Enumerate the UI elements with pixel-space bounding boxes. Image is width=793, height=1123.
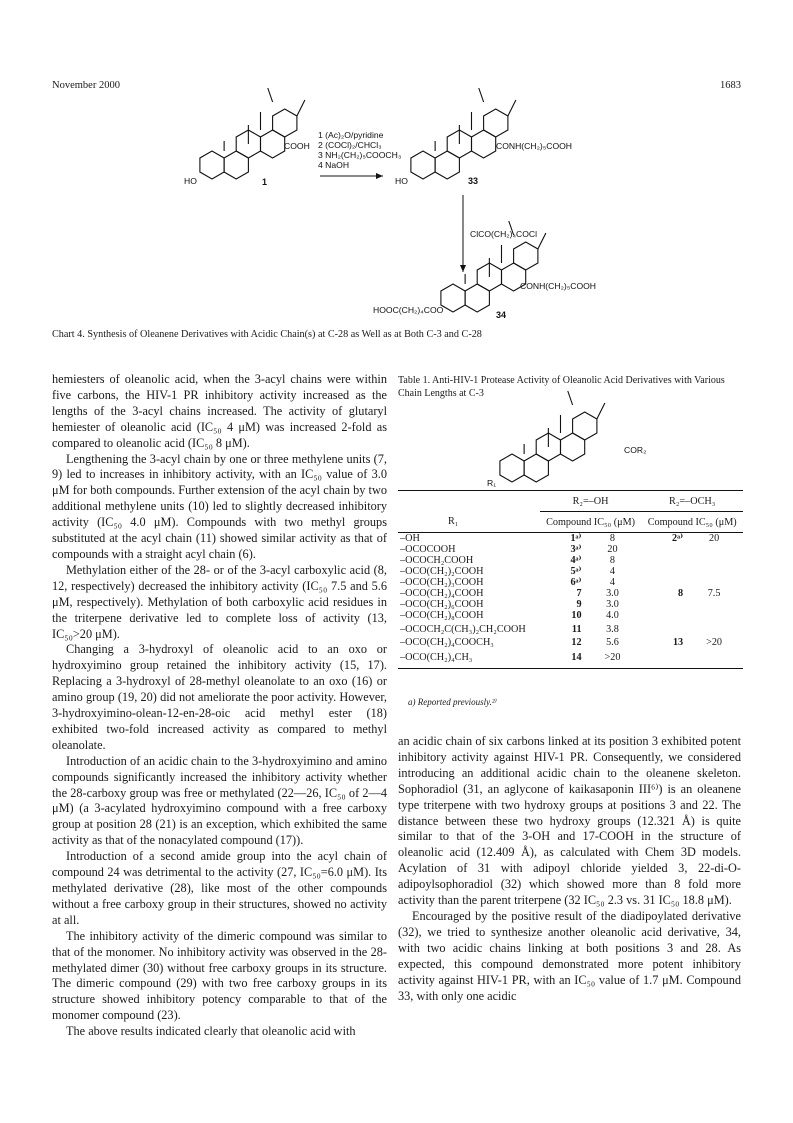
paragraph: Introduction of a second amide group into the acyl chain of compound 24 was detrimental to the activity (27, IC₅₀=6.0 μM). Its methylated derivative (28), like most of the other compounds without a free carboxy group in their structures, showed no activity at all.	[52, 849, 387, 927]
cell-compound-methyl	[641, 621, 685, 637]
compound-33-methyl-4	[508, 100, 516, 116]
cell-ic50-methyl	[685, 648, 743, 668]
reagent-3: 3 NH₂(CH₂)₅COOCH₃	[318, 150, 402, 160]
cell-ic50: 5.6	[606, 637, 619, 648]
paragraph: Introduction of an acidic chain to the 3-hydroxyimino and amino compounds significantly increased the inhibitory activity whether the 28-carboxy group was free or methylated (22—26, IC₅₀ of 2—4 μM) (a 3-acylated hydroxyimino compound with a free carboxy group at position 28 (21) is an exception, which exhibited the same activity as that of the nonacylated compound (17)).	[52, 753, 387, 848]
compound-34-ring-5	[514, 242, 538, 270]
cell-r1: –OCO(CH₂)₆COOH	[400, 599, 484, 610]
paragraph: Lengthening the 3-acyl chain by one or three methylene units (7, 9) led to increases in inhibitory activity, with an IC₅₀ value of 3.0 μM for both compounds. Further extension of the acyl chain by two additional methylene units (10) led to slightly decreased inhibitory activity (IC₅₀ 4.0 μM). Compounds with two methyl groups substituted at the acyl chain (11) showed similar activity as that of compounds with a straight acyl chain (6).	[52, 451, 387, 561]
cell-r1: –OCO(CH₂)₈COOH	[400, 610, 484, 621]
cell-ic50-methyl	[685, 555, 743, 566]
compound-1-ring-1	[200, 151, 224, 179]
cell-ic50: 3.0	[606, 588, 619, 599]
cell-compound: 3ᵃ⁾	[570, 544, 582, 555]
table-row	[398, 637, 743, 648]
cell-ic50: 8	[609, 533, 615, 544]
compound-1-ring-5	[273, 109, 297, 137]
label-r1: R₁	[487, 478, 497, 488]
cell-ic50: 4.0	[606, 610, 619, 621]
cell-compound: 10	[571, 610, 582, 621]
cell-ic50-methyl: 7.5	[707, 588, 721, 599]
table-footnote: a) Reported previously.²⁾	[408, 697, 497, 707]
paragraph: hemiesters of oleanolic acid, when the 3-acyl chains were within five carbons, the HIV-1 PR inhibitory activity increased as the lengths of the 3-acyl chains increased. The activity of glutaryl hemiester of oleanolic acid (IC₅₀ 4 μM) was increased 2-fold as compared to oleanolic acid (IC₅₀ 8 μM).	[52, 372, 387, 450]
compound-1-ring-2	[224, 151, 248, 179]
table-row	[398, 544, 743, 555]
reagent-2: 2 (COCl)₂/CHCl₃	[318, 140, 382, 150]
cell-compound: 14	[571, 652, 582, 664]
paragraph: Methylation either of the 28- or of the 3-acyl carboxylic acid (8, 12, respectively) decreased the inhibitory activity (IC₅₀ 7.5 and 5.6 μM, respectively). Methylation of both carboxylic acid residues in the triterpene derivative led to complete loss of activity (13, IC₅₀>20 μM).	[52, 562, 387, 641]
reagent-adipoyl: ClCO(CH₂)₄COCl	[470, 229, 537, 239]
compound-1-methyl-5	[268, 88, 273, 102]
table-row	[398, 648, 743, 668]
cell-ic50-methyl: >20	[706, 637, 723, 648]
cell-ic50: 8	[609, 555, 615, 566]
compound-34-methyl-4	[538, 233, 546, 249]
paragraph: The above results indicated clearly that oleanolic acid with	[66, 1024, 356, 1039]
cell-compound-methyl	[641, 555, 685, 566]
compound-34-ring-2	[465, 284, 489, 312]
compound-number-33: 33	[468, 176, 479, 186]
label-ho-33: HO	[395, 176, 408, 186]
paragraph: Changing a 3-hydroxyl of oleanolic acid to an oxo or hydroxyimino group retained the inhibitory activity (15, 17). Replacing a 3-hydroxyl of 28-methyl oleanolate to an oxo (16) or amino group (19, 20) did not ameliorate the poor activity. However, 3-hydroxyimino-olean-12-en-28-oic acid methyl ester (18) exhibited two-fold increased activity as compared to methyl oleanolate.	[52, 642, 387, 752]
cell-r1: –OCOCH₂C(CH₃)₂CH₂COOH	[400, 623, 526, 635]
table-1	[398, 490, 743, 669]
compound-number-34: 34	[496, 310, 507, 320]
table-structure-ring-4	[561, 433, 585, 461]
cell-compound-methyl	[641, 566, 685, 577]
cell-ic50-methyl	[685, 599, 743, 610]
cell-compound: 1ᵃ⁾	[570, 533, 582, 544]
cell-r1: –OCOCH₂COOH	[400, 555, 474, 566]
compound-1-ring-4	[261, 130, 285, 158]
cell-ic50: 4	[609, 566, 615, 577]
label-conh-33: CONH(CH₂)₅COOH	[496, 141, 573, 151]
cell-ic50-methyl	[685, 577, 743, 588]
table-row	[398, 599, 743, 610]
cell-ic50-methyl	[685, 544, 743, 555]
cell-r1: –OCO(CH₂)₂COOH	[400, 566, 484, 577]
cell-ic50: 3.8	[606, 623, 619, 635]
label-cooh-1: COOH	[284, 141, 310, 151]
label-hooc-34: HOOC(CH₂)₄COO	[373, 305, 444, 315]
cell-ic50-methyl: 20	[708, 533, 720, 544]
compound-33-methyl-5	[479, 88, 484, 102]
compound-33-ring-5	[484, 109, 508, 137]
table-structure-ring-2	[524, 454, 548, 482]
cell-ic50: >20	[604, 652, 621, 664]
table-caption: Table 1. Anti-HIV-1 Protease Activity of Oleanolic Acid Derivatives with Various Chain Lengths at C-3	[398, 375, 725, 399]
reagent-4: 4 NaOH	[318, 160, 350, 170]
cell-compound-methyl	[641, 648, 685, 668]
right-column-text	[398, 734, 741, 1004]
chart-caption: Chart 4. Synthesis of Oleanene Derivatives with Acidic Chain(s) at C-28 as Well as at Both C-3 and C-28	[52, 329, 482, 340]
compound-33-ring-4	[472, 130, 496, 158]
compound-33-ring-2	[435, 151, 459, 179]
cell-r1: –OH	[400, 533, 420, 544]
paragraph: The inhibitory activity of the dimeric compound was similar to that of the monomer. No inhibitory activity was observed in the 28-methylated dimer (30) without free carboxy groups in its structure. The dimeric compound (29) with two free carboxy groups in its structure showed inhibitory potency comparable to that of the monomer compound (23).	[52, 928, 387, 1023]
header-compound-a: Compound IC₅₀ (μM)	[546, 516, 636, 528]
label-ho-1: HO	[184, 176, 197, 186]
label-conh-34: CONH(CH₂)₅COOH	[520, 281, 597, 291]
cell-ic50-methyl	[685, 566, 743, 577]
cell-ic50-methyl	[685, 610, 743, 621]
table-row	[398, 621, 743, 637]
reagent-1: 1 (Ac)₂O/pyridine	[318, 130, 384, 140]
label-cor2: COR₂	[624, 445, 647, 455]
cell-r1: –OCOCOOH	[400, 544, 456, 555]
cell-compound-methyl	[641, 610, 685, 621]
cell-compound-methyl	[641, 577, 685, 588]
cell-compound-methyl	[641, 544, 685, 555]
header-compound-b: Compound IC₅₀ (μM)	[647, 516, 737, 528]
compound-33-ring-1	[411, 151, 435, 179]
header-r2-oh: R₂=–OH	[540, 491, 642, 512]
cell-r1: –OCO(CH₂)₄COOCH₃	[400, 637, 494, 648]
cell-compound: 6ᵃ⁾	[570, 577, 582, 588]
paragraph: Encouraged by the positive result of the diadipoylated derivative (32), we tried to synthesize another oleanolic acid derivative, 34, with two acidic chains linking at both positions 3 and 28. As expected, this compound demonstrated more potent inhibitory activity against HIV-1 PR, with an IC₅₀ value of 1.7 μM. Compound 33, with only one acidic	[398, 908, 741, 1003]
table-row	[398, 533, 743, 545]
cell-ic50-methyl	[685, 621, 743, 637]
table-row	[398, 610, 743, 621]
cell-r1: –OCO(CH₂)₄CH₃	[400, 652, 473, 664]
arrowhead-1	[376, 173, 383, 179]
compound-1-methyl-4	[297, 100, 305, 116]
cell-ic50: 3.0	[606, 599, 619, 610]
arrowhead-2	[460, 265, 466, 272]
cell-compound: 5ᵃ⁾	[570, 566, 582, 577]
cell-compound: 9	[576, 599, 582, 610]
cell-compound-methyl: 8	[678, 588, 684, 599]
table-structure-ring-1	[500, 454, 524, 482]
cell-r1: –OCO(CH₂)₃COOH	[400, 577, 484, 588]
cell-compound-methyl: 2ᵃ⁾	[672, 533, 684, 544]
table-row	[398, 555, 743, 566]
cell-compound-methyl	[641, 599, 685, 610]
table-row	[398, 588, 743, 599]
compound-34-ring-1	[441, 284, 465, 312]
table-row	[398, 577, 743, 588]
cell-compound-methyl: 13	[672, 637, 684, 648]
cell-compound: 4ᵃ⁾	[570, 555, 582, 566]
cell-ic50: 4	[609, 577, 615, 588]
page-number: 1683	[720, 80, 741, 91]
cell-ic50: 20	[607, 544, 618, 555]
table-structure-methyl-4	[597, 403, 605, 419]
cell-r1: –OCO(CH₂)₄COOH	[400, 588, 484, 599]
paragraph: an acidic chain of six carbons linked at its position 3 exhibited potent inhibitory activity against HIV-1 PR. Consequently, we considered introducing an additional acidic chain to the oleanene skeleton. Sophoradiol (31, an aglycone of kaikasaponin III⁶⁾) is an oleanene type triterpene with two hydroxy groups at positions 3 and 22. The distance between these two hydroxy groups (12.321 Å) is quite similar to that of the 3-OH and 17-COOH in the structure of oleanolic acid (12.409 Å), as calculated with Chem 3D models. Acylation of 31 with adipoyl chloride yielded 3, 22-di-O-adipoylsophoradiol (32) which showed more than 8 fold more activity than the parent triterpene (32 IC₅₀ 2.3 vs. 31 IC₅₀ 18.8 μM).	[398, 734, 741, 908]
left-column-text	[52, 372, 387, 1040]
compound-number-1: 1	[262, 177, 268, 187]
cell-compound: 12	[571, 637, 582, 648]
table-structure-ring-5	[573, 412, 597, 440]
header-r1: R₁	[448, 516, 459, 528]
cell-compound: 11	[571, 623, 582, 635]
cell-compound: 7	[576, 588, 582, 599]
table-row	[398, 566, 743, 577]
header-r2-och3: R₂=–OCH₃	[641, 491, 743, 512]
running-date: November 2000	[52, 80, 120, 91]
